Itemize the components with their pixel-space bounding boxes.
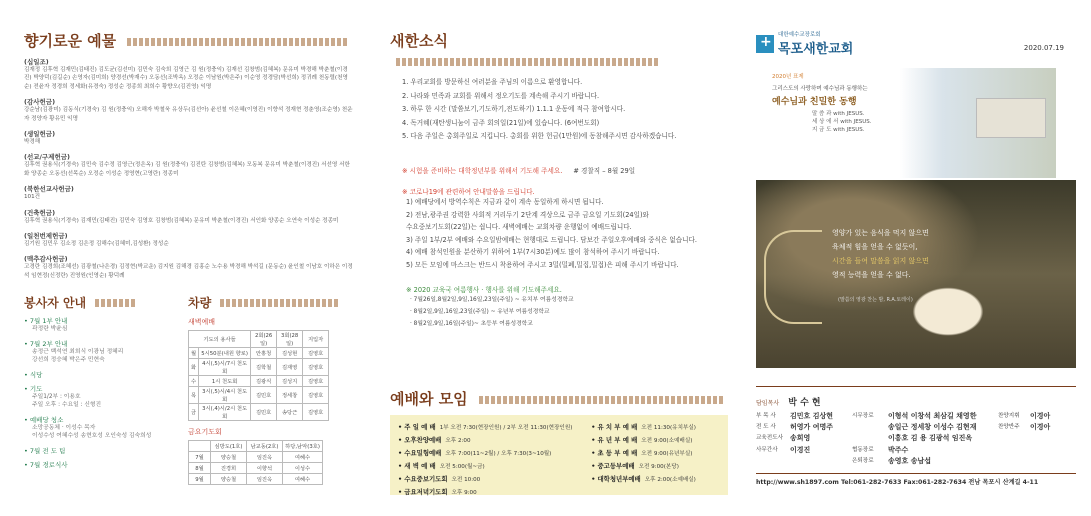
table-cell: 임진옥 [247,452,283,463]
volunteer-title: 봉사자 안내 [24,296,87,310]
church-contact: http://www.sh1897.com Tel:061-282-7633 Fax:061-282-7634 전남 목포시 산계길 4-11 [756,473,1076,486]
church-name: 목포새한교회 [778,42,854,57]
table-cell: 목 [189,387,199,404]
dawn-car-heading: 새벽예배 [188,318,216,326]
staff-cell: 이경진 [790,445,811,454]
staff-cell: 시무장로 [852,413,874,419]
theme-line2: 예수님과 친밀한 동행 [772,97,857,107]
volunteer-item-head: • 예배당 청소 [24,415,64,424]
staff-cell [1030,456,1070,467]
table-cell: 정세창 [277,387,303,404]
offering-group-head: (일천번제헌금) [24,232,68,241]
table-cell: 금 [189,404,199,421]
staff-cell: 사무간사 [756,446,778,453]
title-bar [95,299,135,307]
table-header-cell: 하당,남악(3호) [283,441,323,452]
table-cell: 양승철 [211,474,247,485]
news-section [390,30,720,330]
table-cell: 3시(,4)시/2시 천도회 [199,404,251,421]
table-header-cell: 3회(28일) [277,331,303,348]
table-header-cell: 2회(26일) [251,331,277,348]
volunteer-item-line: 주일1/2부 : 이용호 [32,393,81,400]
worship-list-left [398,421,591,496]
staff-cell [756,456,790,467]
offering-group-names: 김후혁 권용식(기경숙) 김민숙 김수정 김영근(정은옥) 김 원(정충익) 김진탄 김창범(김혜복) 모동복 문유미 박춘철(이경진) 서선영 서한화 양종순 오동선(선목순) 오정순 이성순 정영현(고영란) 정종미 [24,162,350,177]
staff-cell: 찬양반주 [998,424,1020,431]
worship-box [390,415,728,495]
table-cell: 안홍청 [251,348,277,359]
table-cell: 9월 [189,474,211,485]
worship-row [398,460,591,473]
worship-row [591,447,720,460]
worship-name: • 금요저녁기도회 [398,488,448,496]
volunteer-item-line: 소망공동체 · 이성수 목자 [32,424,96,431]
offering-group-head: (생일헌금) [24,130,56,139]
church-logo-icon [756,35,774,53]
table-cell: 수 [189,376,199,387]
covid-item: 4) 예배 참석인원을 분산하기 위하여 1부(7시30분)예도 많이 참석하여 주시기 바랍니다. [406,248,660,257]
worship-time: 1부 오전 7:30(현장인원) / 2부 오전 11:30(현장인원) [439,425,573,431]
pastor-name: 박 수 현 [788,398,821,408]
worship-row [591,473,720,486]
friday-car-table [188,440,323,485]
volunteer-item-head: • 7월 전 도 팀 [24,446,66,455]
table-cell: 양승철 [211,452,247,463]
staff-cell: 찬양지휘 [998,413,1020,419]
worship-time: 오전 10:00 [451,477,481,483]
table-cell: 3시(,5)시/4시 천도회 [199,387,251,404]
staff-cell: 은퇴장로 [852,457,874,464]
covid-item: 1) 예배당에서 방역수칙은 지금과 같이 계속 동일하게 하시면 됩니다. [406,198,604,206]
table-cell: 김영호 [303,376,329,387]
theme-year: 2020년 표제 [772,74,804,80]
summer-item: · 8월2일,9일,16일(주일)~ 초등부 여름성경학교 [410,320,533,327]
worship-list-right [591,421,720,489]
offering-group-names: 101건 [24,194,41,201]
news-title: 새한소식 [390,32,448,50]
worship-time: 오후 2:00(소예배실) [644,477,696,483]
table-row [189,463,323,474]
worship-row [591,460,720,473]
table-cell: 김영호 [303,387,329,404]
worship-time: 오후 7:00(11~2월) / 오후 7:30(3~10월) [445,451,552,457]
quote-line: 시간을 들여 말씀을 읽지 않으면 [832,257,929,265]
worship-name: • 수요밀헝예배 [398,449,442,457]
summer-item: · 7월26일,8월2일,9일,16일,23일(주일) ~ 유치부 여름성경학교 [410,296,574,303]
worship-row [591,434,720,447]
worship-time: 오전 5:00(월~금) [439,464,485,470]
worship-time: 오전 9:00(유년부실) [641,451,693,457]
table-cell: 8월 [189,463,211,474]
quote-line: 영양가 있는 음식을 먹지 않으면 [832,229,929,237]
volunteer-item-line: 송정근 백석연 최희식 이광님 정혜리 [32,348,124,355]
table-header-cell: 기도의 용사들 [189,331,251,348]
worship-row [398,486,591,499]
staff-row [756,433,1076,444]
staff-cell [790,456,852,467]
title-bar [479,396,724,404]
quote [832,226,982,282]
offering-group-head: (북한선교사헌금) [24,185,74,194]
offering-group-head: (십일조) [24,58,49,66]
summer-heading: ※ 2020 교육국 여름행사 · 행사를 위해 기도해주세요. [406,285,562,294]
table-row [189,387,329,404]
title-bar [127,38,347,46]
covid-item: 수요중보기도회(22일)는 쉽니다. 새벽예배는 교회차량 운행없이 예배드립니다. [406,223,632,232]
news-item: 4. 독거혜(재탄생니눔이 금주 회의일(21일)에 있습니다. (6여번도회) [402,118,600,127]
table-cell: 김영호 [303,404,329,421]
offering-group-names: 박경해 [24,139,41,146]
staff-cell: 박주수 [888,445,909,454]
title-bar [220,299,340,307]
staff-cell [998,456,1030,467]
offering-group-head: (선교/구제헌금) [24,153,70,162]
table-cell: 1시 천도회 [199,376,251,387]
volunteer-section [24,292,184,469]
table-row [189,474,323,485]
staff-section [756,386,1076,486]
volunteer-item-line: 강선희 정승혜 박은주 민현숙 [32,357,105,363]
volunteer-item-head: • 7월 1부 안내 [24,317,68,325]
offering-title: 향기로운 예물 [24,32,117,50]
denomination: 대한예수교장로회 [778,32,821,38]
news-item: 1. 우리교회를 방문하신 여러분을 주님의 이름으로 환영합니다. [402,78,583,86]
covid-heading: ※ 코로나19에 관련하여 안내말씀을 드립니다. [402,188,535,196]
theme-banner [772,68,1056,178]
table-cell: 월 [189,348,199,359]
worship-name: • 주 일 예 배 [398,423,436,431]
table-header-row [189,331,329,348]
table-cell: 화 [189,359,199,376]
worship-name: • 새 벽 예 배 [398,462,436,470]
volunteer-item-head: • 7월 2부 안내 [24,339,68,348]
table-cell: 김광식 [251,376,277,387]
table-cell: 7월 [189,452,211,463]
offering-group-names: 강순남(김광미) 김동식(기경숙) 김 원(정충익) 오해자 박철욱 유상두(김선아) 윤선철 이은혜(이영진) 이향석 정재현 정춘영(조순영) 천운자 정양자 황유민 익명 [24,107,353,122]
covid-item: 2) 전남,광주권 강력한 사회적 거리두기 2단계 격상으로 금주 금요일 기도회(24일)와 [406,210,649,219]
staff-row [756,456,1076,467]
summer-item: · 8월2일,9일,16일,23일(주일) ~ 유년부 여름성경학교 [410,308,550,315]
news-item: 2. 나라와 민족과 교회를 위해서 정오기도를 계속해 주시기 바랍니다. [402,91,600,100]
table-cell: 김영호 [303,348,329,359]
staff-cell: 이경아 [1030,412,1051,420]
table-cell: 4시(,5)시/7시 천도회 [199,359,251,376]
table-cell: 이향석 [247,463,283,474]
bible-photo [756,180,1076,368]
table-row [189,404,329,421]
staff-cell: 송영호 송남섭 [888,456,932,465]
staff-cell: 김민호 김상현 [790,412,834,420]
offering-section [24,30,354,280]
volunteer-item-head: • 기도 [24,384,43,393]
offering-group-head: (감사헌금) [24,98,56,107]
worship-row [398,421,591,434]
news-item: 5. 다음 주일은 총회주일로 지킵니다. 총회를 위한 헌금(1만원)에 동참해주시면 감사하겠습니다. [402,132,677,140]
staff-cell: 부 목 사 [756,413,776,419]
bulletin-date: 2020.07.19 [1023,44,1064,52]
theme-line1: 그리스도의 사랑하며 예수님과 동행하는 [772,86,868,92]
with-jesus-line: 지 금 도 with JESUS. [812,127,865,133]
worship-name: • 수요중보기도회 [398,475,448,483]
staff-cell: 이흥호 김 용 김광석 임진옥 [888,434,973,443]
worship-row [398,447,591,460]
staff-cell: 협동장로 [852,446,874,453]
worship-name: • 중고등부예배 [591,462,635,470]
table-cell: 김성지 [277,376,303,387]
staff-row [756,445,1076,456]
worship-name: • 오후찬양예배 [398,436,442,444]
with-jesus-line: 말 씀 과 with JESUS. [812,111,865,117]
volunteer-item-line: 주일 오후 : 수요일 : 신형진 [32,402,102,408]
staff-row [756,422,1076,433]
quote-line: 영적 능력을 얻을 수 없다. [832,271,911,279]
staff-cell [852,422,888,433]
worship-time: 오전 11:30(유치부실) [641,425,696,431]
offering-group-names: 김기원 김민우 김소정 김은정 김해수(김혜미,김성환) 정성순 [24,241,169,248]
table-cell: 김민호 [251,387,277,404]
table-cell: 김학철 [251,359,277,376]
table-row [189,359,329,376]
dawn-car-table [188,330,329,421]
table-header-cell [189,441,211,452]
table-cell: 진경희 [211,463,247,474]
worship-row [398,434,591,447]
table-cell: 이성수 [283,463,323,474]
staff-cell: 송희영 [790,434,811,443]
worship-time: 오후 9:00 [451,490,477,496]
brace-decoration [764,230,822,324]
table-cell: 5시50분(내원 향로) [199,348,251,359]
title-bar [396,58,658,66]
friday-car-heading: 금요기도회 [188,428,222,436]
table-cell: 김영호 [303,359,329,376]
volunteer-item-head: • 7월 경로식사 [24,460,68,469]
offering-group-names: 김후혁 권용식(기경숙) 김재민(김태진) 김민숙 김영호 김창범(김혜복) 문유미 박춘철(이경진) 서인화 양종순 오연숙 이성순 정종미 [24,217,339,224]
table-row [189,348,329,359]
pastor-label: 담임목사 [756,400,780,407]
table-cell: 김민호 [251,404,277,421]
staff-cell: 전 도 사 [756,424,776,431]
quote-line: 육체적 힘을 얻을 수 없듯이, [832,243,918,251]
worship-time: 오후 2:00 [445,438,471,444]
staff-cell [998,433,1030,444]
table-row [189,376,329,387]
car-section [188,292,358,485]
exam-date: # 경찰직 – 8월 29일 [573,166,636,175]
offering-groups [24,57,354,280]
table-header-row [189,441,323,452]
table-cell: 여혜수 [283,474,323,485]
worship-time: 오전 9:00(본당) [638,464,679,470]
staff-cell [852,433,888,444]
bulletin-header [756,30,1076,133]
table-header-cell: 심방도(1호) [211,441,247,452]
worship-name: • 대학청년부예배 [591,475,641,483]
staff-row [756,411,1076,422]
worship-row [591,421,720,434]
table-cell: 송당근 [277,404,303,421]
offering-group-names: 김재정 김후혁 김재민(김태진) 김도균(김선미) 김민숙 김숙희 김영근 김 원(정충익) 김재선 김창범(김혜복) 문유미 박경해 박춘철(이경진) 박양덕(김길순) 손영자(김미희) 양경선(박재수) 오동선(조박옥) 오정순 이남원(박은주) 이순영 정경담(박선희) 정귀례 천동렬(천영순) 전윤자 정경희 정세화(유경숙) 정성순 정종희 최희수 황향오(김진영) 익명 [24,67,348,90]
table-header-cell: 남교동(2호) [247,441,283,452]
church-building-image [976,98,1046,138]
table-row [189,452,323,463]
staff-cell: 이경아 [1030,423,1051,432]
covid-list [390,196,720,272]
staff-cell [998,445,1030,456]
staff-cell [1030,445,1070,456]
worship-time: 오전 9:00(소예배실) [641,438,693,444]
worship-title: 예배와 모임 [390,390,468,408]
staff-cell: 허영가 여명주 [790,423,834,432]
table-cell: 김성현 [277,348,303,359]
staff-cell [1030,433,1070,444]
car-title: 차량 [188,296,212,310]
worship-section [390,388,728,495]
covid-item: 5) 모든 모임에 마스크는 반드시 착용하여 주시고 3밀(밀폐,밀집,밀접)은 피해 주시기 바랍니다. [406,260,679,269]
worship-row [398,473,591,486]
table-cell: 김재영 [277,359,303,376]
offering-group-names: 고경란 김경희(조혜선) 김광철(나은경) 김정현(박교운) 김지원 김해경 김홍순 노수용 박경해 박석길 (문동순) 윤인철 이남호 이하은 이정석 임현정(신정란) 진영원(인영순) 황덕례 [24,264,353,279]
news-list [390,76,720,144]
volunteer-item-line: 곽정란 박윤심 [32,326,68,332]
offering-group-head: (건축헌금) [24,208,56,217]
volunteer-item-head: • 식당 [24,370,43,379]
volunteer-item-line: 이성수성 여혜수성 송현호성 오인숙성 김숙희성 [32,433,152,439]
staff-cell: 교육전도사 [756,435,784,442]
worship-name: • 유 치 부 예 배 [591,423,638,431]
offering-group-head: (맥추감사헌금) [24,255,68,264]
summer-list [390,294,720,330]
table-header-cell: 지입자 [303,331,329,348]
worship-name: • 초 등 부 예 배 [591,449,638,457]
covid-item: 3) 주일 1부/2부 예배와 수요일밤예배는 현행대로 드립니다. 담보간 주일오후예배와 중식은 없습니다. [406,235,697,244]
worship-name: • 유 년 부 예 배 [591,436,638,444]
table-cell: 여혜수 [283,452,323,463]
news-item: 3. 하루 한 시간 (말씀보기,기도하기,전도하기) 1.1.1 운동에 적극 참여합시다. [402,105,626,113]
with-jesus-line: 세 상 에 서 with JESUS. [812,119,872,125]
staff-cell: 이형석 이창석 최삼길 채영한 [888,412,977,420]
quote-credit: (말씀의 영광 찬는 밤, R.A.토레이) [838,297,913,303]
table-cell: 임진옥 [247,474,283,485]
staff-cell: 송일근 정세창 이성수 김현재 [888,423,977,432]
staff-table [756,411,1076,467]
exam-prayer-note: ※ 시험을 준비하는 대학정년부를 위해서 기도해 주세요. [402,166,563,175]
volunteer-list [24,316,184,469]
